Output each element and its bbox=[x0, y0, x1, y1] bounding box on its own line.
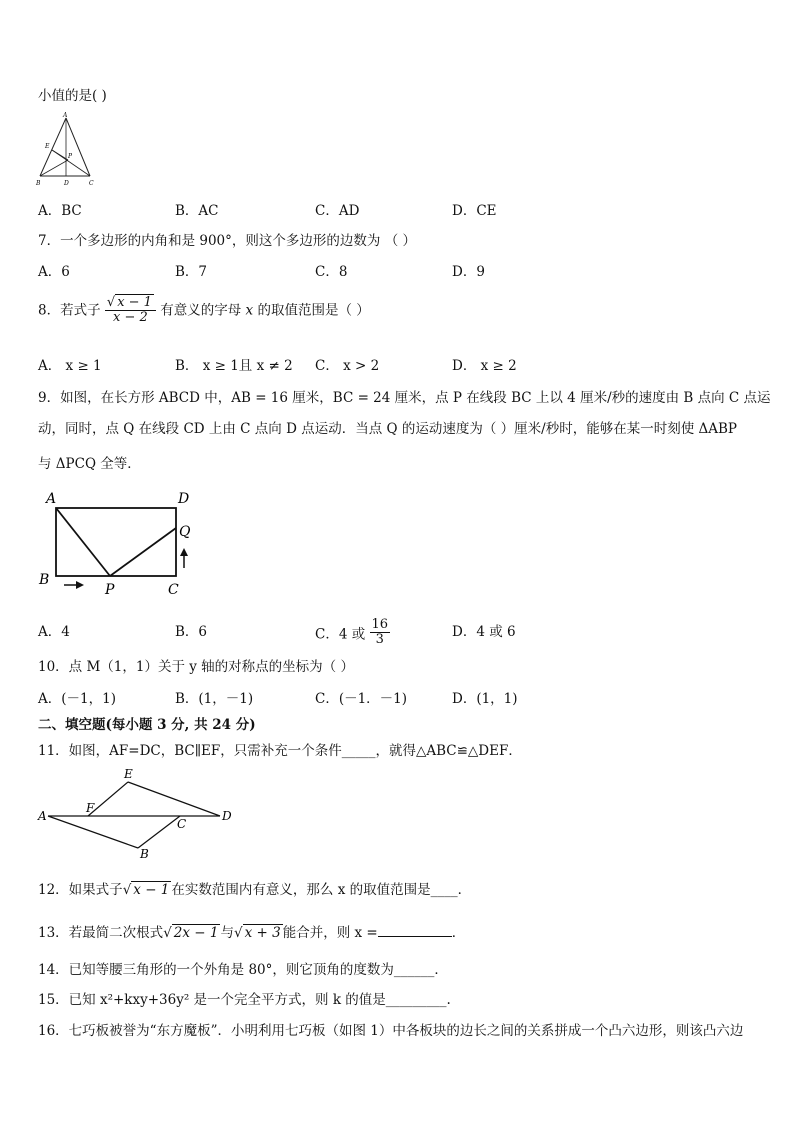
q9-line1: 9．如图，在长方形 ABCD 中，AB = 16 厘米，BC = 24 厘米，点 P 在线段 BC 上以 4 厘米/秒的速度由 B 点向 C 点运 bbox=[38, 390, 771, 406]
q11-figure bbox=[36, 764, 240, 864]
q10-option-b[interactable]: B．(1，－1) bbox=[175, 691, 254, 707]
q9-label-c: C bbox=[168, 582, 179, 598]
q8-option-d[interactable]: D． x ≥ 2 bbox=[452, 358, 517, 374]
q10-options bbox=[38, 687, 758, 705]
q6-option-d[interactable]: D．CE bbox=[452, 203, 497, 219]
q11-label-b: B bbox=[140, 847, 149, 861]
q9-rectangle-figure bbox=[36, 486, 206, 598]
q6-label-p: P bbox=[68, 153, 73, 160]
q12-suffix: 在实数范围内有意义，那么 x 的取值范围是____． bbox=[171, 882, 472, 898]
q8-denominator: x − 2 bbox=[113, 310, 148, 326]
q9-label-a: A bbox=[46, 491, 57, 507]
q8-option-a[interactable]: A． x ≥ 1 bbox=[38, 358, 102, 374]
q13-prefix: 13．若最简二次根式 bbox=[38, 925, 164, 941]
q8-option-c[interactable]: C． x > 2 bbox=[315, 358, 380, 374]
q7-option-a[interactable]: A．6 bbox=[38, 264, 70, 280]
q7-options bbox=[38, 260, 758, 278]
q6-option-a[interactable]: A．BC bbox=[38, 203, 82, 219]
q6-option-b[interactable]: B．AC bbox=[175, 203, 219, 219]
q13-radicand-2: x + 3 bbox=[244, 925, 281, 941]
q11-label-c: C bbox=[177, 817, 187, 831]
q8-var: x bbox=[245, 302, 254, 319]
q9-option-c-text: C．4 或 bbox=[315, 626, 366, 643]
q16-question: 16．七巧板被誉为“东方魔板”．小明利用七巧板（如图 1）中各板块的边长之间的关系拼成一个凸六边形，则该凸六边 bbox=[38, 1023, 744, 1039]
q8-suffix2: 的取值范围是（ ） bbox=[257, 302, 370, 319]
q6-label-d: D bbox=[64, 180, 69, 187]
q6-label-c: C bbox=[89, 180, 94, 187]
q13-question: 13．若最简二次根式√ 2x − 1 与√ x + 3 能合并，则 x = ． bbox=[38, 925, 466, 941]
q7-option-d[interactable]: D．9 bbox=[452, 264, 485, 280]
section-2-title: 二、填空题(每小题 3 分, 共 24 分) bbox=[38, 717, 256, 733]
q7-option-c[interactable]: C．8 bbox=[315, 264, 348, 280]
q9-line3: 与 ΔPCQ 全等． bbox=[38, 456, 141, 472]
q7-question: 7．一个多边形的内角和是 900°，则这个多边形的边数为 （ ） bbox=[38, 233, 416, 249]
q12-prefix: 12．如果式子 bbox=[38, 882, 123, 898]
q10-option-c[interactable]: C．(－1．－1) bbox=[315, 691, 408, 707]
q15-question: 15．已知 x²+kxy+36y² 是一个完全平方式，则 k 的值是_________. bbox=[38, 992, 451, 1008]
q10-question: 10．点 M（1，1）关于 y 轴的对称点的坐标为（ ） bbox=[38, 659, 354, 675]
q6-triangle-figure bbox=[34, 110, 100, 188]
q9-label-q: Q bbox=[179, 524, 191, 540]
q6-tail-text: 小值的是( ) bbox=[38, 88, 107, 104]
q12-question: 12．如果式子√ x − 1 在实数范围内有意义，那么 x 的取值范围是____． bbox=[38, 882, 472, 898]
q9-option-a[interactable]: A．4 bbox=[38, 624, 70, 640]
q8-prefix: 8．若式子 bbox=[38, 302, 101, 319]
q6-label-b: B bbox=[36, 180, 41, 187]
q9-options bbox=[38, 617, 758, 648]
q14-question: 14．已知等腰三角形的一个外角是 80°，则它顶角的度数为______． bbox=[38, 962, 448, 978]
q12-radicand: x − 1 bbox=[133, 882, 170, 898]
q9-option-d[interactable]: D．4 或 6 bbox=[452, 624, 516, 640]
q6-label-a: A bbox=[63, 112, 68, 119]
q9-line2: 动，同时，点 Q 在线段 CD 上由 C 点向 D 点运动．当点 Q 的运动速度为（ ）厘米/秒时，能够在某一时刻使 ΔABP bbox=[38, 421, 737, 437]
q10-option-a[interactable]: A．(－1，1) bbox=[38, 691, 116, 707]
q11-label-d: D bbox=[222, 809, 232, 823]
q11-question: 11．如图，AF=DC，BC∥EF，只需补充一个条件_____，就得△ABC≌△DEF． bbox=[38, 743, 522, 759]
q8-fraction: $\frac{√ x - 1}{x - 2}$ bbox=[105, 296, 156, 326]
q11-label-f: F bbox=[86, 801, 95, 815]
q10-option-d[interactable]: D．(1，1) bbox=[452, 691, 518, 707]
q11-label-e: E bbox=[124, 767, 133, 781]
q9-label-p: P bbox=[105, 582, 115, 598]
q7-option-b[interactable]: B．7 bbox=[175, 264, 208, 280]
q9-label-d: D bbox=[178, 491, 190, 507]
q6-option-c[interactable]: C．AD bbox=[315, 203, 360, 219]
q9-label-b: B bbox=[39, 572, 50, 588]
q13-radicand-1: 2x − 1 bbox=[173, 925, 219, 941]
q8-suffix: 有意义的字母 bbox=[160, 302, 242, 319]
q6-label-e: E bbox=[45, 143, 50, 150]
q8-question bbox=[38, 296, 370, 326]
q9-frac-num: 16 bbox=[371, 617, 389, 632]
q9-option-c[interactable] bbox=[315, 617, 390, 650]
q6-options bbox=[38, 199, 758, 217]
q9-frac-den: 3 bbox=[375, 632, 384, 648]
q13-answer-blank[interactable] bbox=[378, 936, 452, 937]
q8-options bbox=[38, 354, 758, 372]
q11-label-a: A bbox=[38, 809, 47, 823]
q8-numerator: x − 1 bbox=[117, 295, 152, 310]
q13-mid: 与 bbox=[220, 925, 234, 941]
q9-option-b[interactable]: B．6 bbox=[175, 624, 208, 640]
q13-suffix: 能合并，则 x = bbox=[282, 925, 378, 941]
q9-option-c-fraction bbox=[370, 618, 391, 648]
q8-option-b[interactable]: B． x ≥ 1且 x ≠ 2 bbox=[175, 358, 293, 374]
q13-end: ． bbox=[451, 925, 466, 941]
